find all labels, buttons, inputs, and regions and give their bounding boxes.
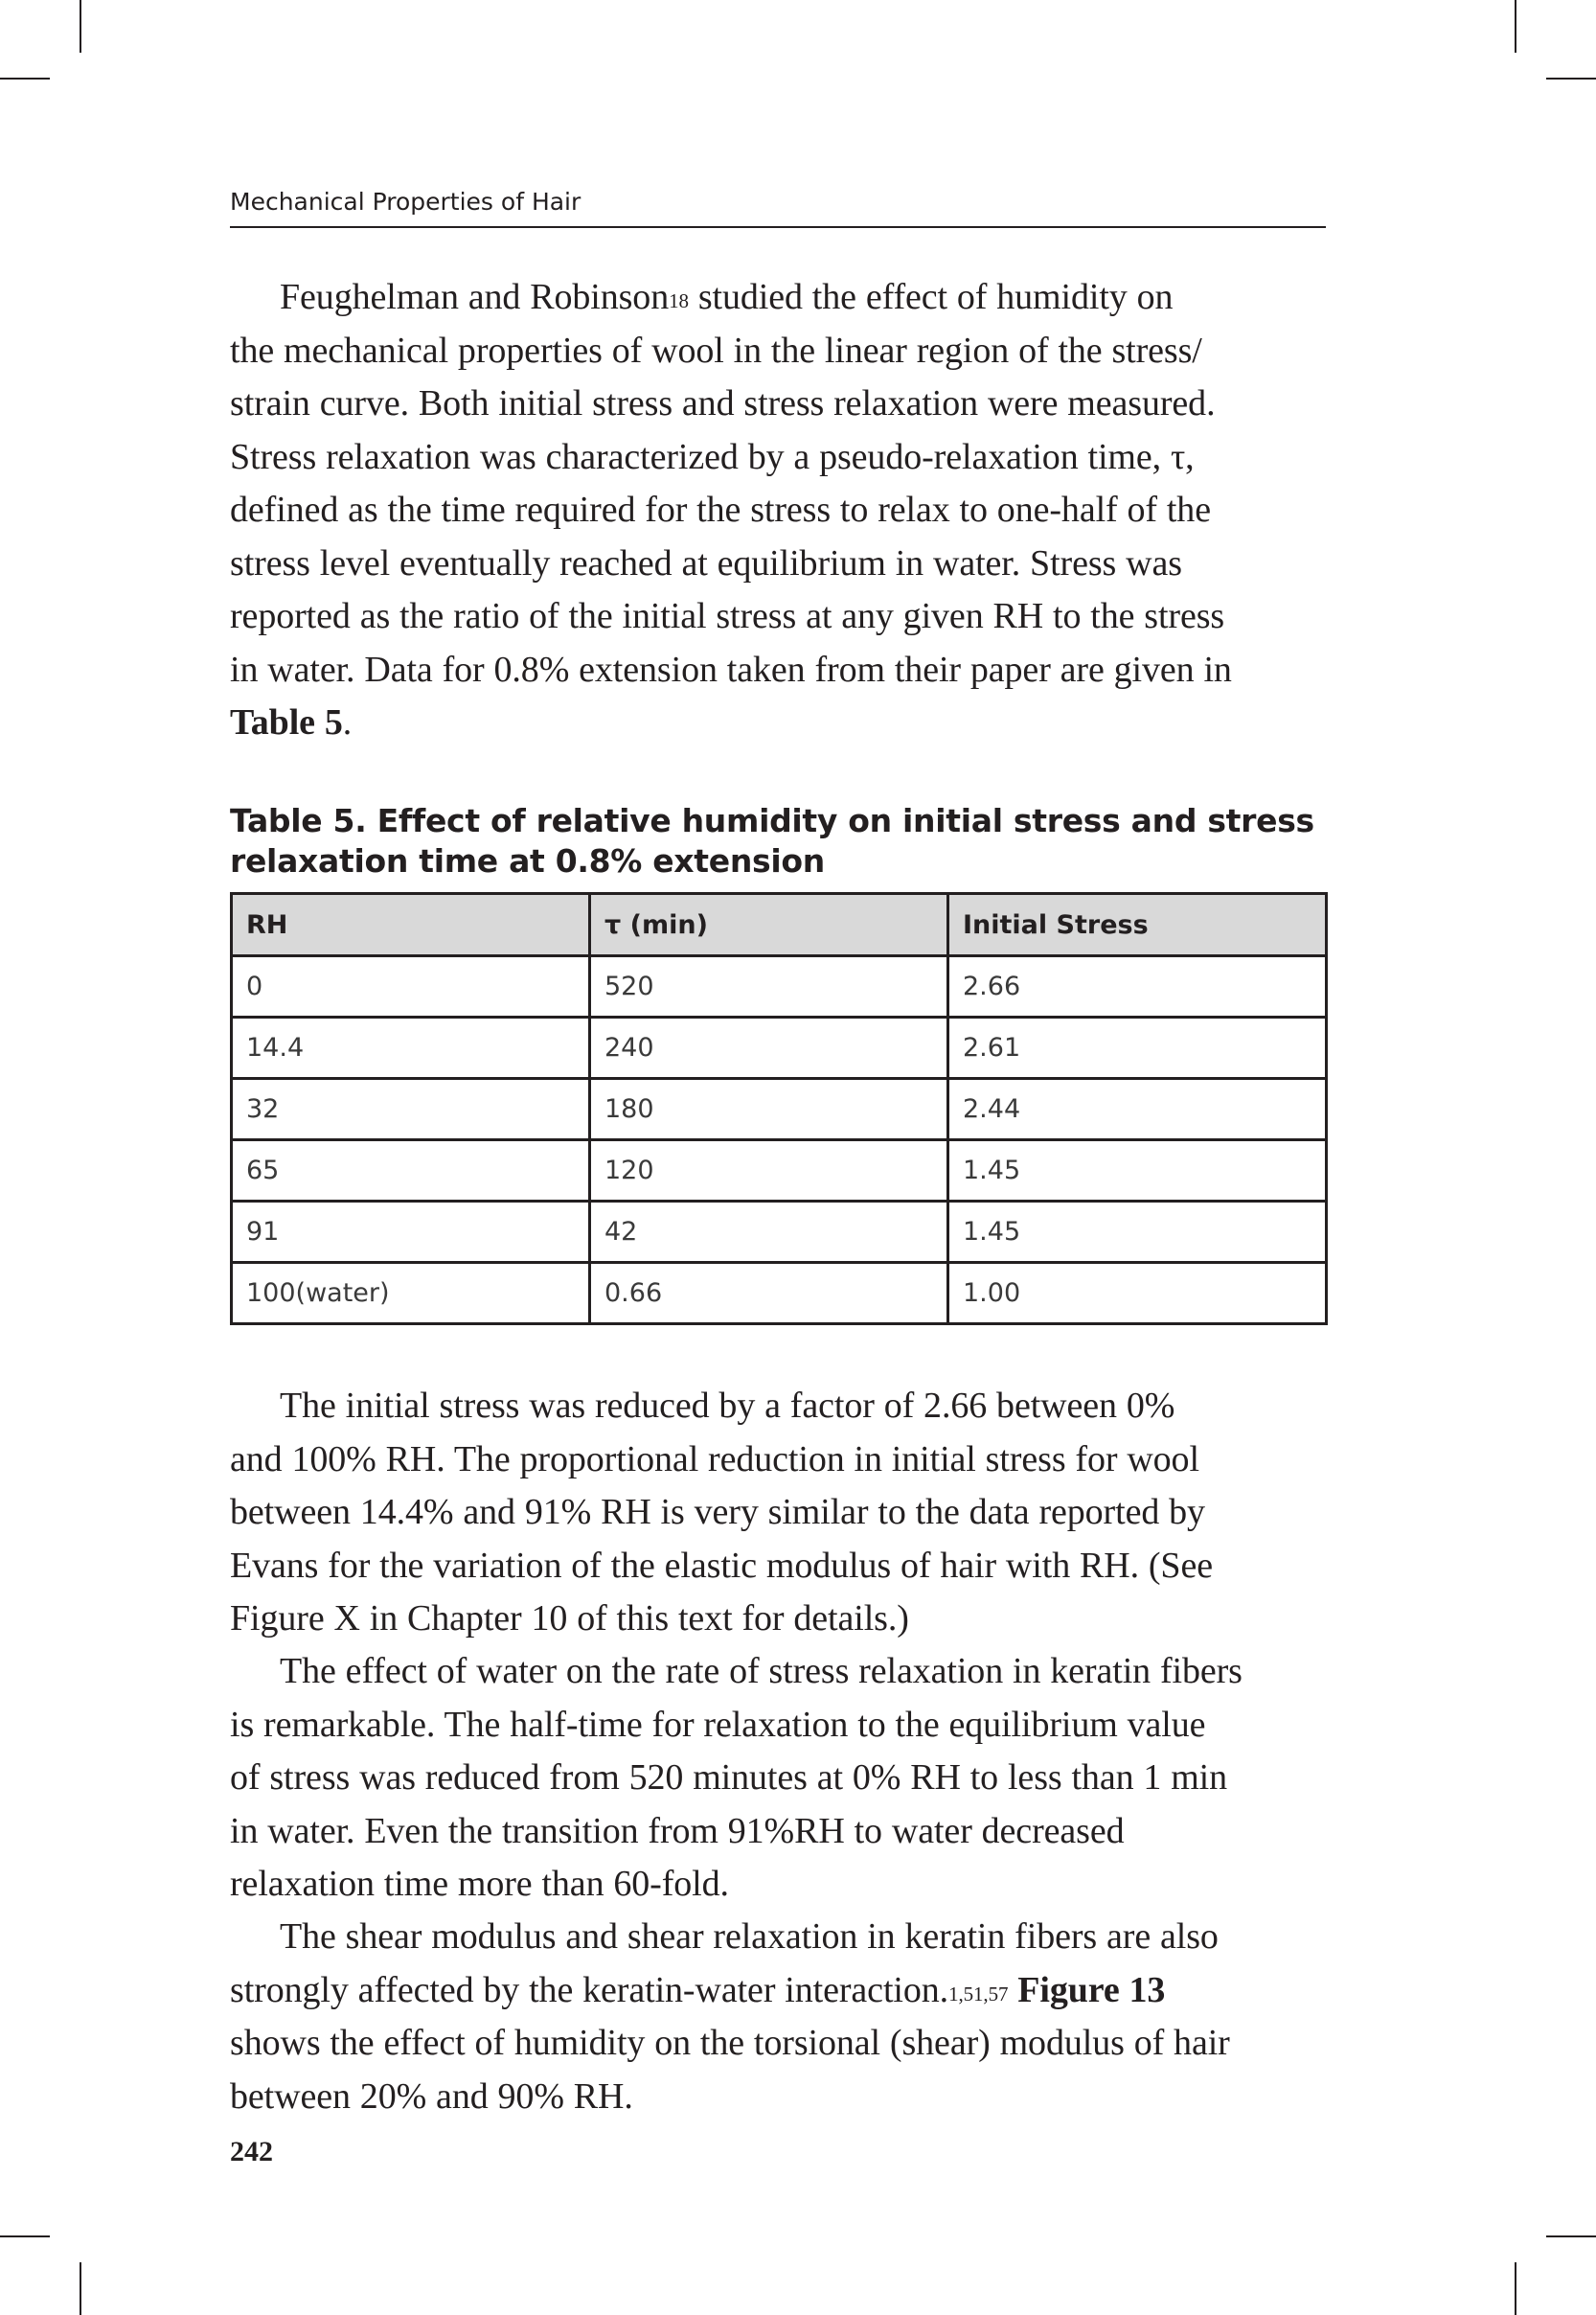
para4-line-4: between 20% and 90% RH.: [230, 2075, 633, 2117]
table-cell: 1.00: [948, 1263, 1327, 1324]
column-header-tau: τ (min): [590, 894, 948, 956]
table-cell: 1.45: [948, 1202, 1327, 1263]
column-header-initial-stress: Initial Stress: [948, 894, 1327, 956]
table-reference: Table 5: [230, 702, 343, 743]
table-cell: 120: [590, 1140, 948, 1202]
table-cell: 65: [232, 1140, 590, 1202]
table-caption-line-2: relaxation time at 0.8% extension: [230, 842, 825, 880]
paragraph-2: [230, 1380, 1326, 1646]
table-row: [232, 1018, 1327, 1079]
para3-line-3: of stress was reduced from 520 minutes at 0% RH to less than 1 min: [230, 1757, 1228, 1798]
table-cell: 91: [232, 1202, 590, 1263]
para1-line-2: the mechanical properties of wool in the linear region of the stress/: [230, 330, 1202, 371]
para3-line-1: The effect of water on the rate of stress relaxation in keratin fibers: [280, 1651, 1243, 1691]
table-row: [232, 1140, 1327, 1202]
crop-mark-bottom-left-vertical: [80, 2262, 81, 2315]
paragraph-4: [230, 1911, 1326, 2123]
crop-mark-bottom-right-horizontal: [1546, 2235, 1596, 2237]
para1-line-6: stress level eventually reached at equilibrium in water. Stress was: [230, 542, 1182, 584]
table-row: [232, 956, 1327, 1018]
table-cell: 180: [590, 1079, 948, 1140]
para1-line-8: in water. Data for 0.8% extension taken from their paper are given in: [230, 649, 1232, 690]
table-cell: 32: [232, 1079, 590, 1140]
running-header: Mechanical Properties of Hair: [230, 188, 581, 216]
crop-mark-bottom-left-horizontal: [0, 2235, 50, 2237]
para2-line-4: Evans for the variation of the elastic modulus of hair with RH. (See: [230, 1545, 1213, 1586]
table-cell: 100(water): [232, 1263, 590, 1324]
para1-line-7: reported as the ratio of the initial stress at any given RH to the stress: [230, 596, 1225, 636]
table-cell: 2.44: [948, 1079, 1327, 1140]
para1-line-3: strain curve. Both initial stress and stress relaxation were measured.: [230, 383, 1216, 424]
para2-line-3: between 14.4% and 91% RH is very similar to the data reported by: [230, 1492, 1205, 1532]
para3-line-5: relaxation time more than 60-fold.: [230, 1864, 729, 1904]
crop-mark-top-right-vertical: [1515, 0, 1516, 53]
table-row: [232, 1079, 1327, 1140]
figure-reference: Figure 13: [1017, 1969, 1166, 2010]
para2-line-5: Figure X in Chapter 10 of this text for details.): [230, 1598, 909, 1639]
crop-mark-top-left-vertical: [80, 0, 81, 53]
table-cell: 14.4: [232, 1018, 590, 1079]
column-header-rh: RH: [232, 894, 590, 956]
para1-line-5: defined as the time required for the stress to relax to one-half of the: [230, 490, 1211, 530]
table-cell: 0: [232, 956, 590, 1018]
para2-line-1: The initial stress was reduced by a factor of 2.66 between 0%: [280, 1386, 1175, 1426]
reference-superscript: 1,51,57: [948, 1982, 1009, 2006]
table-cell: 1.45: [948, 1140, 1327, 1202]
table-row: [232, 1263, 1327, 1324]
reference-superscript: 18: [669, 289, 689, 312]
paragraph-3: [230, 1645, 1326, 1912]
table-header-row: [232, 894, 1327, 956]
para4-line-2: strongly affected by the keratin-water interaction.$^{1,51,57}$ Figure 13: [230, 1969, 1166, 2010]
para1-line-4: Stress relaxation was characterized by a pseudo-relaxation time, τ,: [230, 436, 1195, 477]
table-row: [232, 1202, 1327, 1263]
para1-line-1: Feughelman and Robinson$^{18}$ studied the effect of humidity on: [280, 277, 1174, 317]
table-cell: 2.61: [948, 1018, 1327, 1079]
table-cell: 2.66: [948, 956, 1327, 1018]
para4-line-3: shows the effect of humidity on the torsional (shear) modulus of hair: [230, 2023, 1230, 2063]
table-cell: 520: [590, 956, 948, 1018]
header-rule: [230, 226, 1326, 228]
crop-mark-bottom-right-vertical: [1515, 2262, 1516, 2315]
table-caption-line-1: Table 5. Effect of relative humidity on initial stress and stress: [230, 802, 1314, 839]
table-cell: 240: [590, 1018, 948, 1079]
table-caption: [230, 801, 1326, 882]
para4-line-1: The shear modulus and shear relaxation in keratin fibers are also: [280, 1916, 1219, 1957]
para3-line-4: in water. Even the transition from 91%RH to water decreased: [230, 1810, 1125, 1851]
para3-line-2: is remarkable. The half-time for relaxation to the equilibrium value: [230, 1704, 1206, 1745]
data-table: [230, 892, 1328, 1325]
para1-line-9: Table 5.: [230, 702, 353, 743]
page-number: 242: [230, 2136, 273, 2167]
table-cell: 0.66: [590, 1263, 948, 1324]
paragraph-1: [230, 271, 1326, 750]
crop-mark-top-left-horizontal: [0, 78, 50, 80]
para2-line-2: and 100% RH. The proportional reduction in initial stress for wool: [230, 1438, 1199, 1479]
table-cell: 42: [590, 1202, 948, 1263]
crop-mark-top-right-horizontal: [1546, 78, 1596, 80]
